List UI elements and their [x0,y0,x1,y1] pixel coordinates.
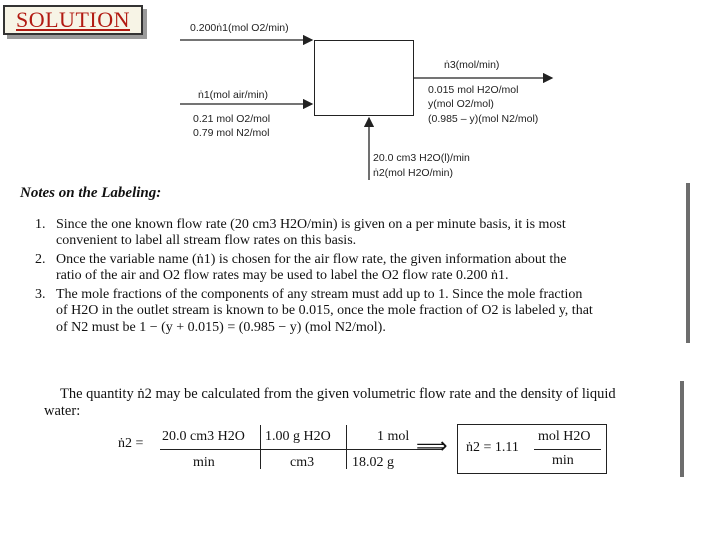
note-2-line-1: Once the variable name (ṅ1) is chosen for the air flow rate, the given information about the [56,252,567,267]
outlet-h2o-fraction: 0.015 mol H2O/mol [428,84,519,96]
note-3-line-3: of N2 must be 1 − (y + 0.015) = (0.985 − y) (mol N2/mol). [56,320,386,335]
result-numerator: mol H2O [538,429,591,444]
water-volume-label: 20.0 cm3 H2O(l)/min [373,152,470,164]
factor-1-denominator: min [193,455,215,470]
result-fraction-bar [534,449,601,450]
water-molar-label: ṅ2(mol H2O/min) [373,167,453,179]
fraction-bar [160,449,442,450]
factor-2-denominator: cm3 [290,455,315,470]
solution-badge-text: SOLUTION [16,7,130,32]
result-lhs: ṅ2 = 1.11 [466,440,519,455]
calc-intro-line-2: water: [44,403,81,419]
note-number: 1. [35,217,46,232]
air-o2-fraction: 0.21 mol O2/mol [193,113,271,125]
factor-1-numerator: 20.0 cm3 H2O [162,429,245,444]
factor-3-numerator: 1 mol [377,429,410,444]
factor-separator [260,425,261,469]
note-2-line-2: ratio of the air and O2 flow rates may be used to label the O2 flow rate 0.200 ṅ1. [56,268,509,283]
top-stream-label: 0.200ṅ1(mol O2/min) [190,22,289,34]
note-1-line-1: Since the one known flow rate (20 cm3 H2O/min) is given on a per minute basis, it is most [56,217,566,232]
notes-title: Notes on the Labeling: [20,185,162,201]
flowchart-arrows [0,0,720,190]
implies-arrow: ⟹ [416,433,448,458]
note-number: 3. [35,287,46,302]
note-3-line-1: The mole fractions of the components of any stream must add up to 1. Since the mole fraction [56,287,583,302]
factor-2-numerator: 1.00 g H2O [265,429,331,444]
outlet-stream-label: ṅ3(mol/min) [444,59,500,71]
note-3-line-2: of H2O in the outlet stream is known to be 0.015, once the mole fraction of O2 is labeled y, that [56,303,593,318]
outlet-n2-fraction: (0.985 – y)(mol N2/mol) [428,113,539,125]
factor-separator [346,425,347,469]
note-number: 2. [35,252,46,267]
factor-3-denominator: 18.02 g [352,455,394,470]
outlet-o2-fraction: y(mol O2/mol) [428,98,494,110]
calc-intro-line-1: The quantity ṅ2 may be calculated from the given volumetric flow rate and the density of liquid [60,386,616,402]
note-1-line-2: convenient to label all stream flow rates on this basis. [56,233,357,248]
air-n2-fraction: 0.79 mol N2/mol [193,127,270,139]
air-stream-label: ṅ1(mol air/min) [198,89,269,101]
equation-lhs: ṅ2 = [118,436,144,451]
result-denominator: min [552,453,574,468]
